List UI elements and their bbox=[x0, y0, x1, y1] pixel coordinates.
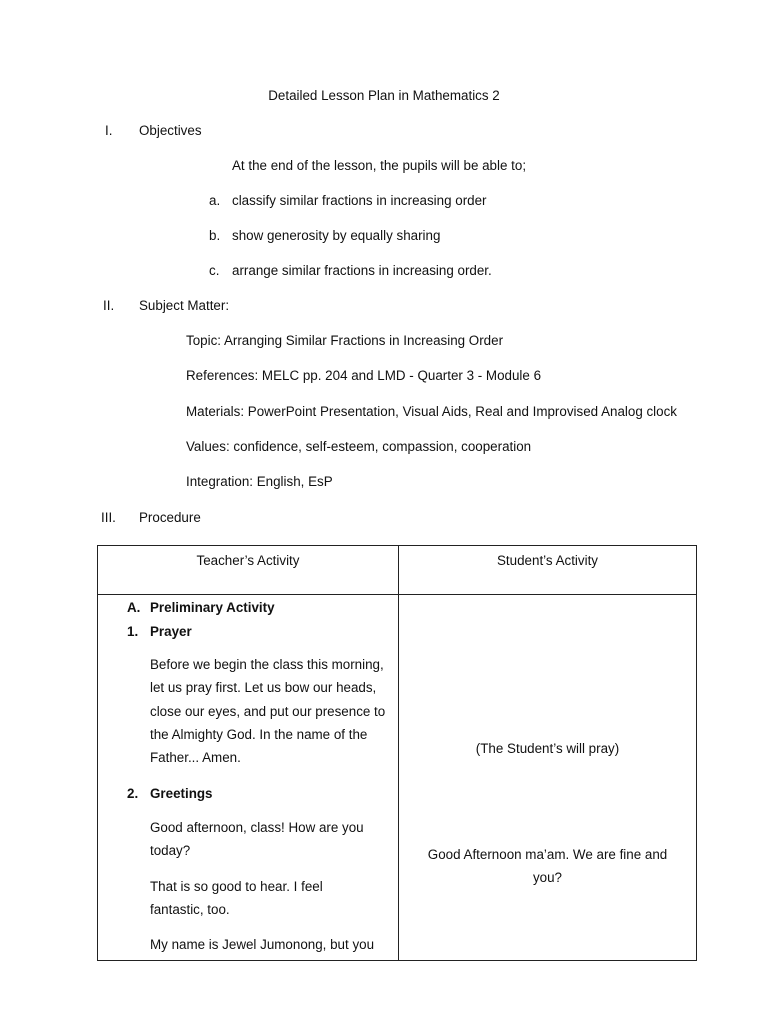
objective-item-c: arrange similar fractions in increasing order. bbox=[232, 263, 492, 278]
subject-values: Values: confidence, self-esteem, compassion, cooperation bbox=[186, 439, 532, 454]
header-teacher-cell bbox=[98, 546, 399, 595]
objective-letter-b: b. bbox=[209, 228, 221, 243]
objective-letter-a: a. bbox=[209, 193, 221, 208]
teacher-activity-cell bbox=[98, 595, 399, 961]
student-pray-response: (The Student’s will pray) bbox=[475, 741, 620, 756]
header-teacher-label: Teacher’s Activity bbox=[196, 553, 300, 568]
objective-item-a: classify similar fractions in increasing order bbox=[232, 193, 487, 208]
section-number-procedure: III. bbox=[101, 510, 116, 525]
greeting-text-2: That is so good to hear. I feel fantastic, too. bbox=[150, 879, 323, 918]
table-header-row bbox=[98, 546, 697, 595]
prelim-letter: A. bbox=[127, 600, 141, 615]
greetings-heading: Greetings bbox=[150, 786, 213, 801]
prayer-heading: Prayer bbox=[150, 624, 192, 639]
objectives-intro: At the end of the lesson, the pupils will be able to; bbox=[232, 158, 527, 173]
subject-topic: Topic: Arranging Similar Fractions in Increasing Order bbox=[186, 333, 504, 348]
greeting-text-1: Good afternoon, class! How are you today? bbox=[150, 820, 364, 859]
student-activity-cell bbox=[399, 595, 697, 961]
section-number-objectives: I. bbox=[105, 123, 113, 138]
subject-materials: Materials: PowerPoint Presentation, Visual Aids, Real and Improvised Analog clock bbox=[186, 404, 677, 419]
subject-references: References: MELC pp. 204 and LMD - Quarter 3 - Module 6 bbox=[186, 368, 542, 383]
prayer-text: Before we begin the class this morning, let us pray first. Let us bow our heads, close our eyes, and put our presence to the Almighty God. In the name of the Father... Amen. bbox=[150, 657, 386, 766]
prelim-heading: Preliminary Activity bbox=[150, 600, 275, 615]
section-heading-procedure: Procedure bbox=[139, 510, 201, 525]
objective-item-b: show generosity by equally sharing bbox=[232, 228, 441, 243]
table-row bbox=[98, 595, 697, 961]
document-title: Detailed Lesson Plan in Mathematics 2 bbox=[268, 88, 500, 103]
section-number-subject-matter: II. bbox=[103, 298, 115, 313]
header-student-label: Student’s Activity bbox=[497, 553, 598, 568]
subject-integration: Integration: English, EsP bbox=[186, 474, 333, 489]
section-heading-subject-matter: Subject Matter: bbox=[139, 298, 230, 313]
student-greet-response: Good Afternoon ma’am. We are fine and you? bbox=[427, 847, 668, 885]
section-heading-objectives: Objectives bbox=[139, 123, 202, 138]
header-student-cell bbox=[399, 546, 697, 595]
procedure-table bbox=[97, 545, 697, 961]
prayer-number: 1. bbox=[127, 624, 139, 639]
objective-letter-c: c. bbox=[209, 263, 220, 278]
greeting-text-3: My name is Jewel Jumonong, but you bbox=[150, 937, 375, 952]
greetings-number: 2. bbox=[127, 786, 139, 801]
